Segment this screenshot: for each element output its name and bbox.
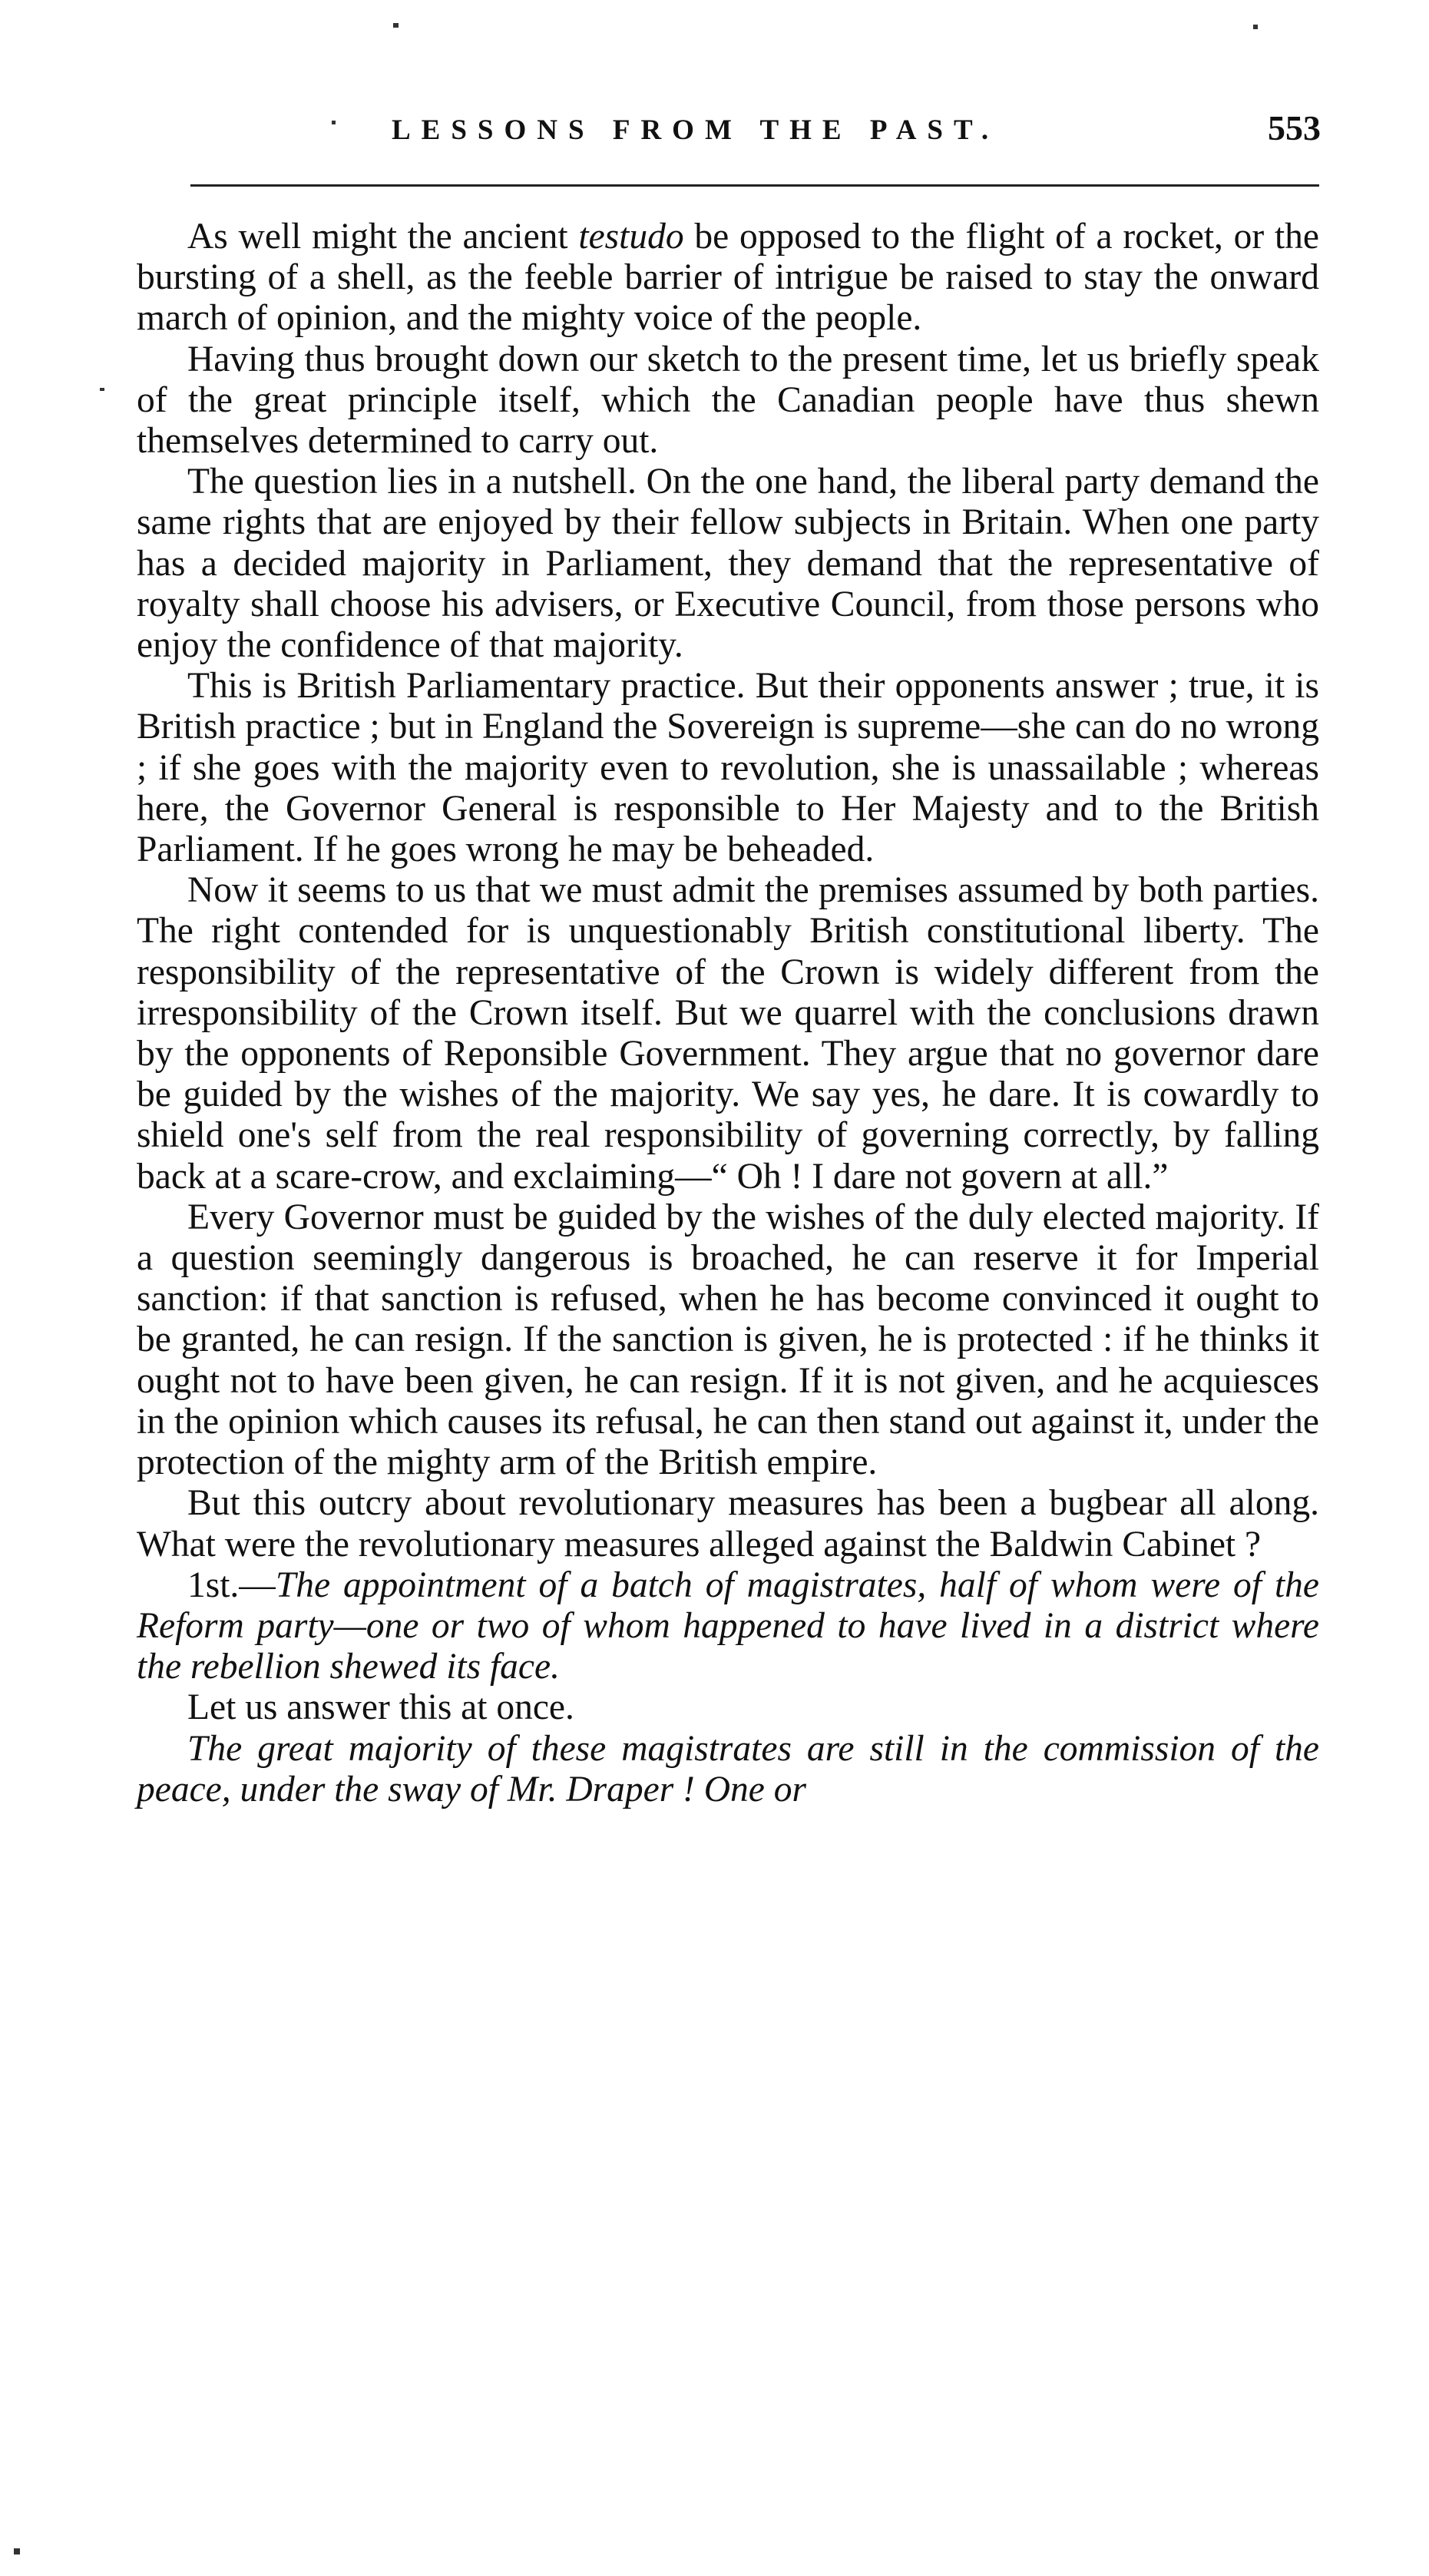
paragraph-parliamentary-practice: This is British Parliamentary practice. But their opponents answer ; true, it is British practice ; but in England the Sovereign is supreme—she can do no wrong ; if she goes with the majority even to revolution, she is unassailable ; whereas here, the Governor General is responsible to Her Majesty and to the British Parliament. If he goes wrong he may be beheaded. [137, 666, 1319, 870]
paragraph-first-charge [137, 1565, 1319, 1688]
ink-speck-bottom [14, 2548, 20, 2554]
paragraph-great-majority: The great majority of these magistrates are still in the commission of the peace, under the sway of Mr. Draper ! One or [137, 1728, 1319, 1809]
paragraph-answer: Let us answer this at once. [187, 1687, 574, 1728]
paragraph-every-governor: Every Governor must be guided by the wishes of the duly elected majority. If a question seemingly dangerous is broached, he can reserve it for Imperial sanction: if that sanction is refused, when he has become convinced it ought to be granted, he can resign. If the sanction is given, he is protected : if he thinks it ought not to have been given, he can resign. If it is not given, and he acquiesces in the opinion which causes its refusal, he can then stand out against it, under the protection of the mighty arm of the British empire. [137, 1197, 1319, 1483]
page-number: 553 [1268, 108, 1321, 147]
paragraph-text: 1st.— [187, 1564, 276, 1605]
paragraph-text: be opposed to the flight of a rocket, or the bursting of a shell, as the feeble barrier of intrigue be raised to stay the onward march of opinion, and the mighty voice of the people. [137, 217, 1319, 339]
ink-speck-top-right [1253, 25, 1258, 29]
paragraph-nutshell: The question lies in a nutshell. On the one hand, the liberal party demand the same rights that are enjoyed by their fellow subjects in Britain. When one party has a decided majority in Parliament, they demand that the representative of royalty shall choose his advisers, or Executive Council, from those persons who enjoy the confidence of that majority. [137, 462, 1319, 666]
paragraph-text: As well might the ancient [187, 217, 579, 257]
header-rule [190, 184, 1319, 187]
italic-charge: The appointment of a batch of magistrates, half of whom were of the Reform party—one or two of whom happened to have lived in a district where the rebellion shewed its face. [137, 1564, 1319, 1687]
body-text [137, 217, 1319, 1810]
ink-speck-margin [100, 388, 104, 391]
page-header [184, 100, 1351, 161]
ink-speck-top-left [393, 23, 399, 28]
paragraph-premises: Now it seems to us that we must admit the premises assumed by both parties. The right contended for is unquestionably British constitutional liberty. The responsibility of the representative of the Crown is widely different from the irresponsibility of the Crown itself. But we quarrel with the conclusions drawn by the opponents of Reponsible Government. They argue that no governor dare be guided by the wishes of the majority. We say yes, he dare. It is cowardly to shield one's self from the real responsibility of governing correctly, by falling back at a scare-crow, and exclaiming—“ Oh ! I dare not govern at all.” [137, 870, 1319, 1197]
paragraph-principle: Having thus brought down our sketch to the present time, let us briefly speak of the great principle itself, which the Canadian people have thus shewn themselves determined to carry out. [137, 339, 1319, 462]
italic-term: testudo [578, 217, 684, 257]
running-title: LESSONS FROM THE PAST. [392, 114, 1000, 146]
paragraph-outcry: But this outcry about revolutionary measures has been a bugbear all along. What were the revolutionary measures alleged against the Baldwin Cabinet ? [137, 1483, 1319, 1564]
ink-speck-header [332, 121, 336, 124]
paragraph-testudo [137, 217, 1319, 339]
